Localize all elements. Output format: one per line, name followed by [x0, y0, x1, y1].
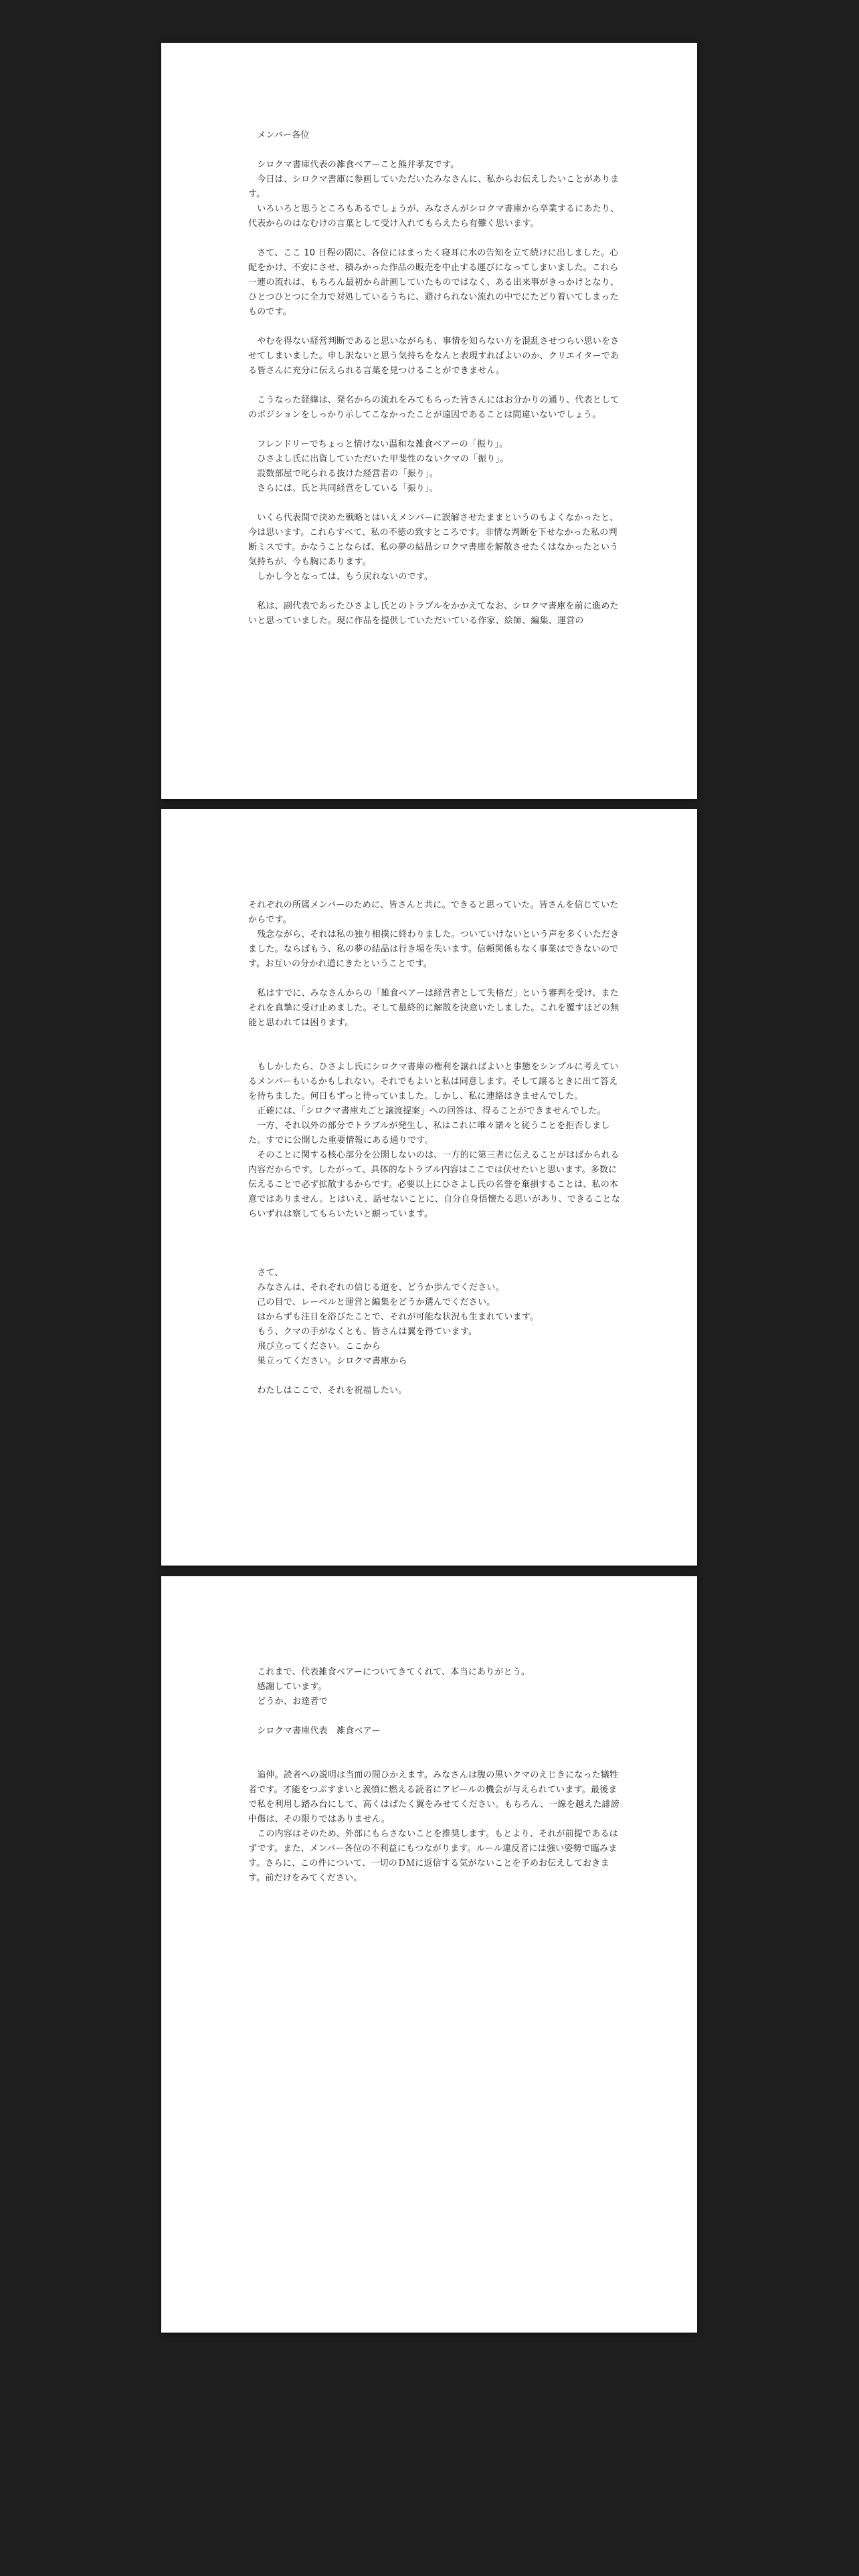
paragraph: こうなった経緯は、発名からの流れをみてもらった皆さんにはお分かりの通り、代表としてのポジションをしっかり示してこなかったことが遠因であることは間違いないでしょう。 [248, 395, 619, 420]
paragraph: 残念ながら、それは私の独り相撲に終わりました。ついていけないという声を多くいただきました。ならばもう、私の夢の結晶は行き場を失います。信頼関係もなく事業はできないのです。お互いの分かれ道にきたということです。 [248, 930, 619, 969]
paragraph-spacer [248, 972, 623, 986]
paragraph: 感謝しています。 [248, 1682, 327, 1692]
paragraph: はからずも注目を浴びたことで、それが可能な状況も生まれています。 [248, 1312, 539, 1322]
paragraph: シロクマ書庫代表の雑食ベアーこと熊井孝友です。 [248, 160, 460, 170]
page-1-body [248, 128, 623, 629]
paragraph: 己の目で、レーベルと運営と編集をどうか選んでください。 [248, 1297, 496, 1307]
paragraph-spacer [248, 1045, 623, 1060]
paragraph-spacer [248, 1222, 623, 1237]
paragraph: 巣立ってください。シロクマ書庫から [248, 1356, 407, 1366]
document-page-3 [161, 1576, 697, 2333]
paragraph-spacer [248, 1753, 623, 1768]
paragraph: シロクマ書庫代表 雑食ベアー [248, 1726, 381, 1736]
paragraph-spacer [248, 1739, 623, 1753]
paragraph: 私はすでに、みなさんからの「雑食ベアーは経営者として失格だ」という審判を受け、またそれを真摯に受け止めました。そして最終的に解散を決意いたしました。これを覆すほどの無能と思われては困ります。 [248, 988, 619, 1028]
paragraph: どうか、お達者で [248, 1697, 328, 1707]
paragraph-spacer [248, 1237, 623, 1251]
document-page-1 [161, 43, 697, 799]
paragraph: さて、 [248, 1268, 284, 1278]
paragraph: ひさよし氏に出資していただいた甲斐性のないクマの「振り」。 [248, 454, 509, 464]
page-3-body [248, 1665, 623, 1886]
paragraph: みなさんは、それぞれの信じる道を、どうか歩んでください。 [248, 1283, 504, 1293]
paragraph: 飛び立ってください。ここから [248, 1341, 381, 1352]
paragraph-spacer [248, 143, 623, 158]
paragraph: わたしはここで、それを祝福したい。 [248, 1386, 407, 1396]
paragraph-spacer [248, 423, 623, 437]
paragraph-spacer [248, 1031, 623, 1045]
paragraph: この内容はそのため、外部にもらさないことを推奨します。もとより、それが前提であるはずです。また、メンバー各位の不利益にもつながります。ルール違反者には強い姿勢で臨みます。さらに、この件について、一切のＤＭに返信する気がないことを予めお伝えしておきます。前だけをみてください。 [248, 1829, 618, 1883]
paragraph: いくら代表間で決めた戦略とはいえメンバーに誤解させたままというのもよくなかったと、今は思います。これらすべて、私の不徳の致すところです。非情な判断を下せなかった私の判断ミスです。かなうことならば、私の夢の結晶シロクマ書庫を解散させたくはなかったという気持ちが、今も胸にあります。 [248, 513, 619, 567]
paragraph-spacer [248, 1369, 623, 1384]
paragraph: 追伸。読者への説明は当面の間ひかえます。みなさんは腹の黒いクマのえじきになった犠牲者です。才能をつぶすまいと義憤に燃える読者にアピールの機会が与えられています。最後まで私を利用し踏み台にして、高くはばたく翼をみせてください。もちろん、一線を越えた誹謗中傷は、その限りではありません。 [248, 1770, 619, 1824]
paragraph: それぞれの所属メンバーのために、皆さんと共に。できると思っていた。皆さんを信じていたからです。 [248, 900, 619, 925]
paragraph-spacer [248, 320, 623, 334]
paragraph-spacer [248, 584, 623, 599]
paragraph-spacer [248, 231, 623, 246]
paragraph-spacer [248, 379, 623, 393]
paragraph: これまで、代表雑食ベアーについてきてくれて、本当にありがとう。 [248, 1667, 531, 1677]
paragraph: いろいろと思うところもあるでしょうが、みなさんがシロクマ書庫から卒業するにあたり、代表からのはなむけの言葉として受け入れてもらえたら有難く思います。 [248, 204, 619, 229]
paragraph: 今日は、シロクマ書庫に参画していただいたみなさんに、私からお伝えしたいことがあります。 [248, 175, 619, 199]
paragraph: もう、クマの手がなくとも、皆さんは翼を得ています。 [248, 1327, 478, 1337]
paragraph: しかし今となっては、もう戻れないのです。 [248, 572, 434, 582]
paragraph: フレンドリーでちょっと情けない温和な雑食ベアーの「振り」。 [248, 439, 508, 449]
paragraph: 一方、それ以外の部分でトラブルが発生し、私はこれに唯々諾々と従うことを拒否しました。すでに公開した重要情報にある通りです。 [248, 1121, 610, 1146]
paragraph-spacer [248, 1709, 623, 1724]
paragraph: 私は、副代表であったひさよし氏とのトラブルをかかえてなお、シロクマ書庫を前に進めたいと思っていました。現に作品を提供していただいている作家、絵師、編集、運営の [248, 601, 619, 626]
paragraph: もしかしたら、ひさよし氏にシロクマ書庫の権利を譲ればよいと事態をシンプルに考えているメンバーもいるかもしれない。それでもよいと私は同意します。そして譲るときに出て答えを待ちました。何日もずっと待っていました。しかし、私に連絡はきませんでした。 [248, 1062, 619, 1101]
paragraph-spacer [248, 1251, 623, 1266]
paragraph: 設数部屋で叱られる抜けた経営者の「振り」。 [248, 469, 438, 479]
paragraph: そのことに関する核心部分を公開しないのは、一方的に第三者に伝えることがはばかられる内容だからです。したがって、具体的なトラブル内容はここでは伏せたいと思います。多数に伝えることで必ず拡散するからです。必要以上にひさよし氏の名誉を棄損することは、私の本意ではありません。とはいえ、話せないことに、自分自身悟懐たる思いがあり、できることならいずれは察してもらいたいと願っています。 [248, 1150, 620, 1219]
paragraph-spacer [248, 496, 623, 511]
paragraph: やむを得ない経営判断であると思いながらも、事情を知らない方を混乱させつらい思いをさせてしまいました。申し訳ないと思う気持ちをなんと表現すればよいのか、クリエイターである皆さんに充分に伝えられる言葉を見つけることができません。 [248, 336, 619, 376]
paragraph: メンバー各位 [248, 130, 310, 140]
document-page-2 [161, 809, 697, 1566]
page-2-body [248, 898, 623, 1398]
paragraph: さて、ここ 10 日程の間に、各位にはまったく寝耳に水の告知を立て続けに出しました。心配をかけ、不安にさせ、積みかった作品の販売を中止する運びになってしまいました。これら一連の流れは、もちろん最初から計画していたものではなく、ある出来事がきっかけとなり、ひとつひとつに全力で対処しているうちに、避けられない流れの中でにたどり着いてしまったものです。 [248, 248, 619, 317]
paragraph: さらには、氏と共同経営をしている「振り」。 [248, 484, 438, 494]
paragraph: 正確には、「シロクマ書庫丸ごと譲渡提案」への回答は、得ることができませんでした。 [248, 1106, 606, 1116]
